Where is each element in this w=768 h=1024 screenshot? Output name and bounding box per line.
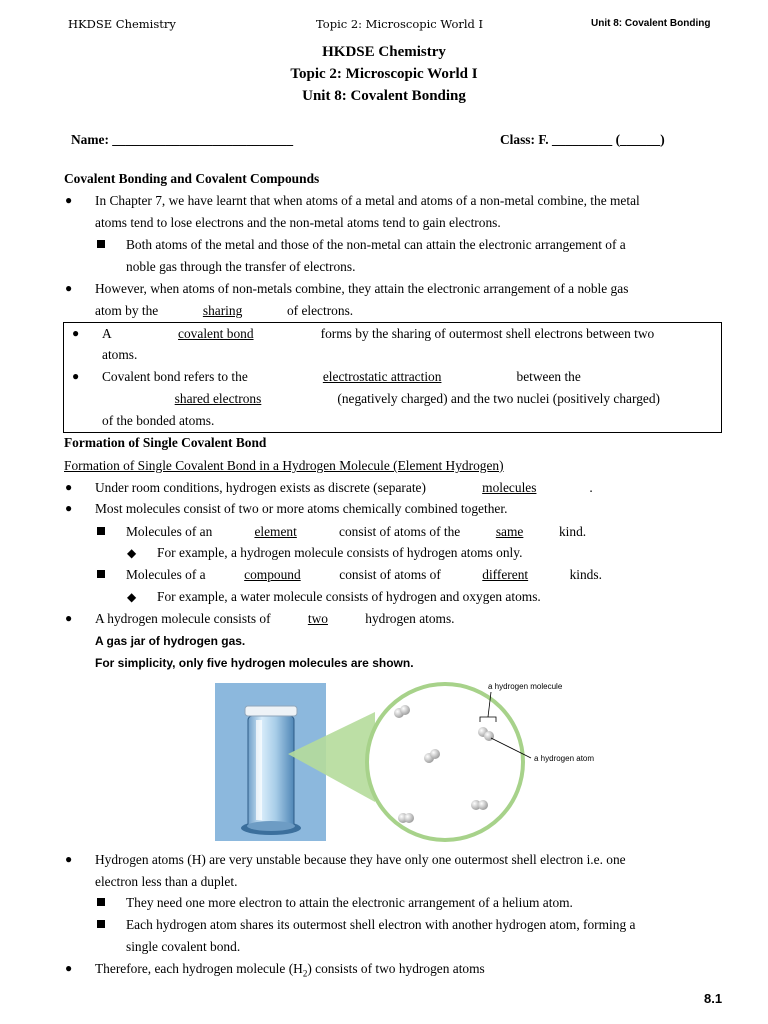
- gas-jar-figure: [215, 680, 615, 842]
- fill-electrostatic-attraction: electrostatic attraction: [322, 369, 442, 384]
- label-hydrogen-molecule: a hydrogen molecule: [488, 682, 563, 691]
- class-blank: _________ (______): [551, 132, 665, 147]
- fill-same: same: [495, 524, 524, 539]
- s2-l3-post: kind.: [558, 524, 587, 539]
- figure-caption1: A gas jar of hydrogen gas.: [95, 634, 246, 648]
- square-bullet-icon: [97, 527, 105, 535]
- s3-l1b: electron less than a duplet.: [95, 874, 238, 889]
- s1-p3a: However, when atoms of non-metals combine, they attain the electronic arrangement of a noble gas: [95, 281, 629, 296]
- s2-l1-post: .: [589, 480, 593, 495]
- s2-l7-post: hydrogen atoms.: [365, 611, 455, 626]
- s1-p2a: Both atoms of the metal and those of the non-metal can attain the electronic arrangement of a: [126, 237, 626, 252]
- section1-heading: Covalent Bonding and Covalent Compounds: [64, 171, 320, 186]
- s2-l7: [95, 611, 455, 627]
- s1-p3b-pre: atom by the: [95, 303, 159, 318]
- name-label: Name:: [71, 132, 109, 147]
- fill-molecules: molecules: [482, 480, 537, 495]
- section2-heading: Formation of Single Covalent Bond: [64, 435, 267, 450]
- square-bullet-icon: [97, 570, 105, 578]
- s2-l3: [126, 524, 586, 540]
- s3-l4: [95, 961, 485, 979]
- s2-l4: For example, a hydrogen molecule consists of hydrogen atoms only.: [157, 545, 523, 560]
- s2-l3-mid: consist of atoms of the: [339, 524, 461, 539]
- square-bullet-icon: [97, 920, 105, 928]
- s2-l3-pre: Molecules of an: [126, 524, 213, 539]
- box-line2: [102, 369, 581, 385]
- hydrogen-molecule-icon: [398, 813, 414, 823]
- bullet-icon: ●: [65, 480, 73, 494]
- s2-l5-mid: consist of atoms of: [339, 567, 441, 582]
- s2-l5-pre: Molecules of a: [126, 567, 206, 582]
- bullet-icon: ●: [65, 611, 73, 625]
- bullet-icon: ●: [72, 326, 80, 340]
- title-line1: HKDSE Chemistry: [322, 44, 446, 60]
- zoom-circle: [367, 684, 523, 840]
- figure-caption2: For simplicity, only five hydrogen molecules are shown.: [95, 656, 414, 670]
- box-line1-cont: atoms.: [102, 347, 138, 362]
- s3-l4-post: ) consists of two hydrogen atoms: [307, 961, 485, 976]
- fill-shared-electrons: shared electrons: [174, 391, 262, 406]
- gas-jar-icon: [241, 706, 301, 835]
- label-hydrogen-atom: a hydrogen atom: [534, 754, 595, 763]
- box-b1-pre: A: [102, 326, 111, 341]
- bullet-icon: ●: [72, 369, 80, 383]
- fill-two: two: [307, 611, 328, 626]
- fill-different: different: [482, 567, 529, 582]
- s2-l5: [126, 567, 602, 583]
- header-right: Unit 8: Covalent Bonding: [591, 18, 711, 29]
- s1-p1b: atoms tend to lose electrons and the non-metal atoms tend to gain electrons.: [95, 215, 501, 230]
- header-center: Topic 2: Microscopic World I: [316, 17, 484, 31]
- square-bullet-icon: [97, 898, 105, 906]
- name-field: [71, 132, 293, 148]
- s1-p2b: noble gas through the transfer of electrons.: [126, 259, 356, 274]
- box-b2-pre: Covalent bond refers to the: [102, 369, 248, 384]
- s2-l1-pre: Under room conditions, hydrogen exists as discrete (separate): [95, 480, 426, 495]
- bullet-icon: ●: [65, 501, 73, 515]
- s2-l5-post: kinds.: [569, 567, 602, 582]
- s2-l7-pre: A hydrogen molecule consists of: [95, 611, 271, 626]
- bullet-icon: ●: [65, 281, 73, 295]
- hydrogen-molecule-icon: [471, 800, 488, 810]
- box-b1-post: forms by the sharing of outermost shell electrons between two: [320, 326, 655, 341]
- s1-p3b-post: of electrons.: [286, 303, 354, 318]
- diamond-bullet-icon: ◆: [127, 590, 137, 604]
- s3-l2: They need one more electron to attain the electronic arrangement of a helium atom.: [126, 895, 573, 910]
- fill-element: element: [254, 524, 297, 539]
- s1-p3b: [95, 303, 353, 319]
- bullet-icon: ●: [65, 961, 73, 975]
- box-line3: [102, 391, 660, 407]
- square-bullet-icon: [97, 240, 105, 248]
- fill-compound: compound: [244, 567, 301, 582]
- s2-l6: For example, a water molecule consists of hydrogen and oxygen atoms.: [157, 589, 541, 604]
- s3-l1a: Hydrogen atoms (H) are very unstable because they have only one outermost shell electron i.e. one: [95, 852, 626, 867]
- title-line2: Topic 2: Microscopic World I: [290, 66, 478, 82]
- fill-sharing: sharing: [202, 303, 243, 318]
- box-b2-post: between the: [516, 369, 581, 384]
- class-label: Class: F.: [500, 132, 549, 147]
- bullet-icon: ●: [65, 852, 73, 866]
- box-line1: [102, 326, 654, 342]
- box-line4: of the bonded atoms.: [102, 413, 215, 428]
- box-b3-post: (negatively charged) and the two nuclei (positively charged): [337, 391, 660, 406]
- s1-p1a: In Chapter 7, we have learnt that when atoms of a metal and atoms of a non-metal combine, the metal: [95, 193, 640, 208]
- diamond-bullet-icon: ◆: [127, 546, 137, 560]
- class-field: [500, 132, 665, 148]
- bullet-icon: ●: [65, 193, 73, 207]
- title-line3: Unit 8: Covalent Bonding: [302, 88, 466, 104]
- s3-l3b: single covalent bond.: [126, 939, 241, 954]
- page-number: 8.1: [704, 991, 723, 1006]
- s3-l4-sub: 2: [302, 968, 308, 979]
- fill-covalent-bond: covalent bond: [178, 326, 254, 341]
- s2-l2: Most molecules consist of two or more atoms chemically combined together.: [95, 501, 508, 516]
- s3-l3a: Each hydrogen atom shares its outermost shell electron with another hydrogen atom, forming a: [126, 917, 636, 932]
- section2-subheading: Formation of Single Covalent Bond in a Hydrogen Molecule (Element Hydrogen): [64, 458, 504, 473]
- s2-l1: [95, 480, 593, 496]
- name-blank: ___________________________: [112, 132, 294, 147]
- header-left: HKDSE Chemistry: [68, 17, 176, 31]
- s3-l4-pre: Therefore, each hydrogen molecule (H: [95, 961, 303, 976]
